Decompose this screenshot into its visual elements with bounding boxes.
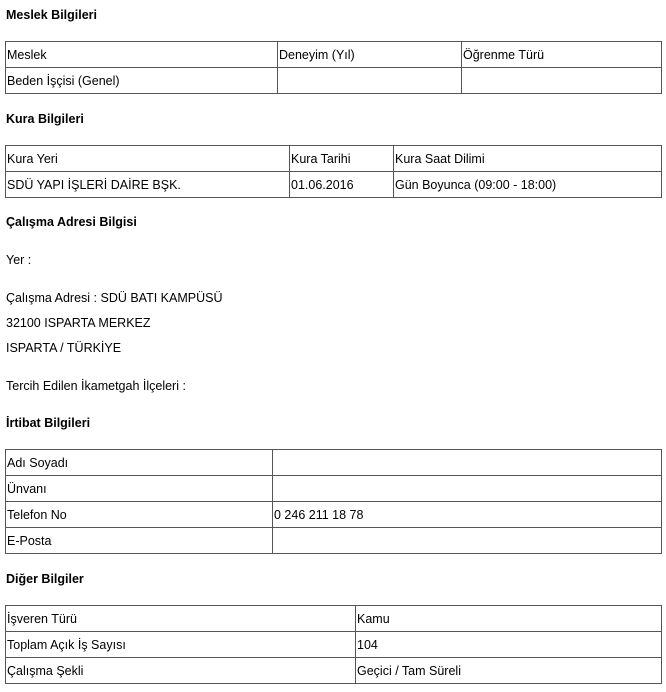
table-value-cell: 0 246 211 18 78 xyxy=(273,502,662,528)
table-label-cell: Ünvanı xyxy=(6,476,273,502)
table-cell: SDÜ YAPI İŞLERİ DAİRE BŞK. xyxy=(6,172,290,198)
table-cell: Beden İşçisi (Genel) xyxy=(6,68,278,94)
table-value-cell: 104 xyxy=(356,632,662,658)
table-header-row xyxy=(6,146,662,172)
table-header-cell: Kura Yeri xyxy=(6,146,290,172)
adres-section-title: Çalışma Adresi Bilgisi xyxy=(6,215,137,229)
table-header-cell: Meslek xyxy=(6,42,278,68)
meslek-section-title: Meslek Bilgileri xyxy=(6,8,98,22)
table-value-cell xyxy=(273,450,662,476)
kura-table xyxy=(5,145,662,198)
table-header-row xyxy=(6,42,662,68)
table-label-cell: Telefon No xyxy=(6,502,273,528)
kura-section-title: Kura Bilgileri xyxy=(6,112,84,126)
table-label-cell: Adı Soyadı xyxy=(6,450,273,476)
table-value-cell: Geçici / Tam Süreli xyxy=(356,658,662,684)
yer-label: Yer : xyxy=(6,253,32,267)
table-row xyxy=(6,68,662,94)
table-value-cell xyxy=(273,528,662,554)
table-label-cell: Çalışma Şekli xyxy=(6,658,356,684)
table-header-cell: Deneyim (Yıl) xyxy=(278,42,462,68)
diger-section-title: Diğer Bilgiler xyxy=(6,572,84,586)
table-label-cell: E-Posta xyxy=(6,528,273,554)
irtibat-table xyxy=(5,449,662,554)
work-address-line: Çalışma Adresi : SDÜ BATI KAMPÜSÜ xyxy=(6,291,223,305)
table-cell: Gün Boyunca (09:00 - 18:00) xyxy=(394,172,662,198)
table-cell xyxy=(462,68,662,94)
table-row xyxy=(6,528,662,554)
irtibat-section-title: İrtibat Bilgileri xyxy=(6,416,91,430)
table-label-cell: İşveren Türü xyxy=(6,606,356,632)
table-row xyxy=(6,450,662,476)
table-header-cell: Öğrenme Türü xyxy=(462,42,662,68)
table-row xyxy=(6,476,662,502)
table-cell: 01.06.2016 xyxy=(290,172,394,198)
table-value-cell: Kamu xyxy=(356,606,662,632)
preferred-districts-line: Tercih Edilen İkametgah İlçeleri : xyxy=(6,379,186,393)
table-cell xyxy=(278,68,462,94)
table-row xyxy=(6,632,662,658)
city-line: ISPARTA / TÜRKİYE xyxy=(6,341,122,355)
diger-table xyxy=(5,605,662,684)
table-row xyxy=(6,172,662,198)
table-value-cell xyxy=(273,476,662,502)
table-header-cell: Kura Saat Dilimi xyxy=(394,146,662,172)
meslek-table xyxy=(5,41,662,94)
postal-line: 32100 ISPARTA MERKEZ xyxy=(6,316,151,330)
table-row xyxy=(6,606,662,632)
table-label-cell: Toplam Açık İş Sayısı xyxy=(6,632,356,658)
table-row xyxy=(6,658,662,684)
table-row xyxy=(6,502,662,528)
table-header-cell: Kura Tarihi xyxy=(290,146,394,172)
